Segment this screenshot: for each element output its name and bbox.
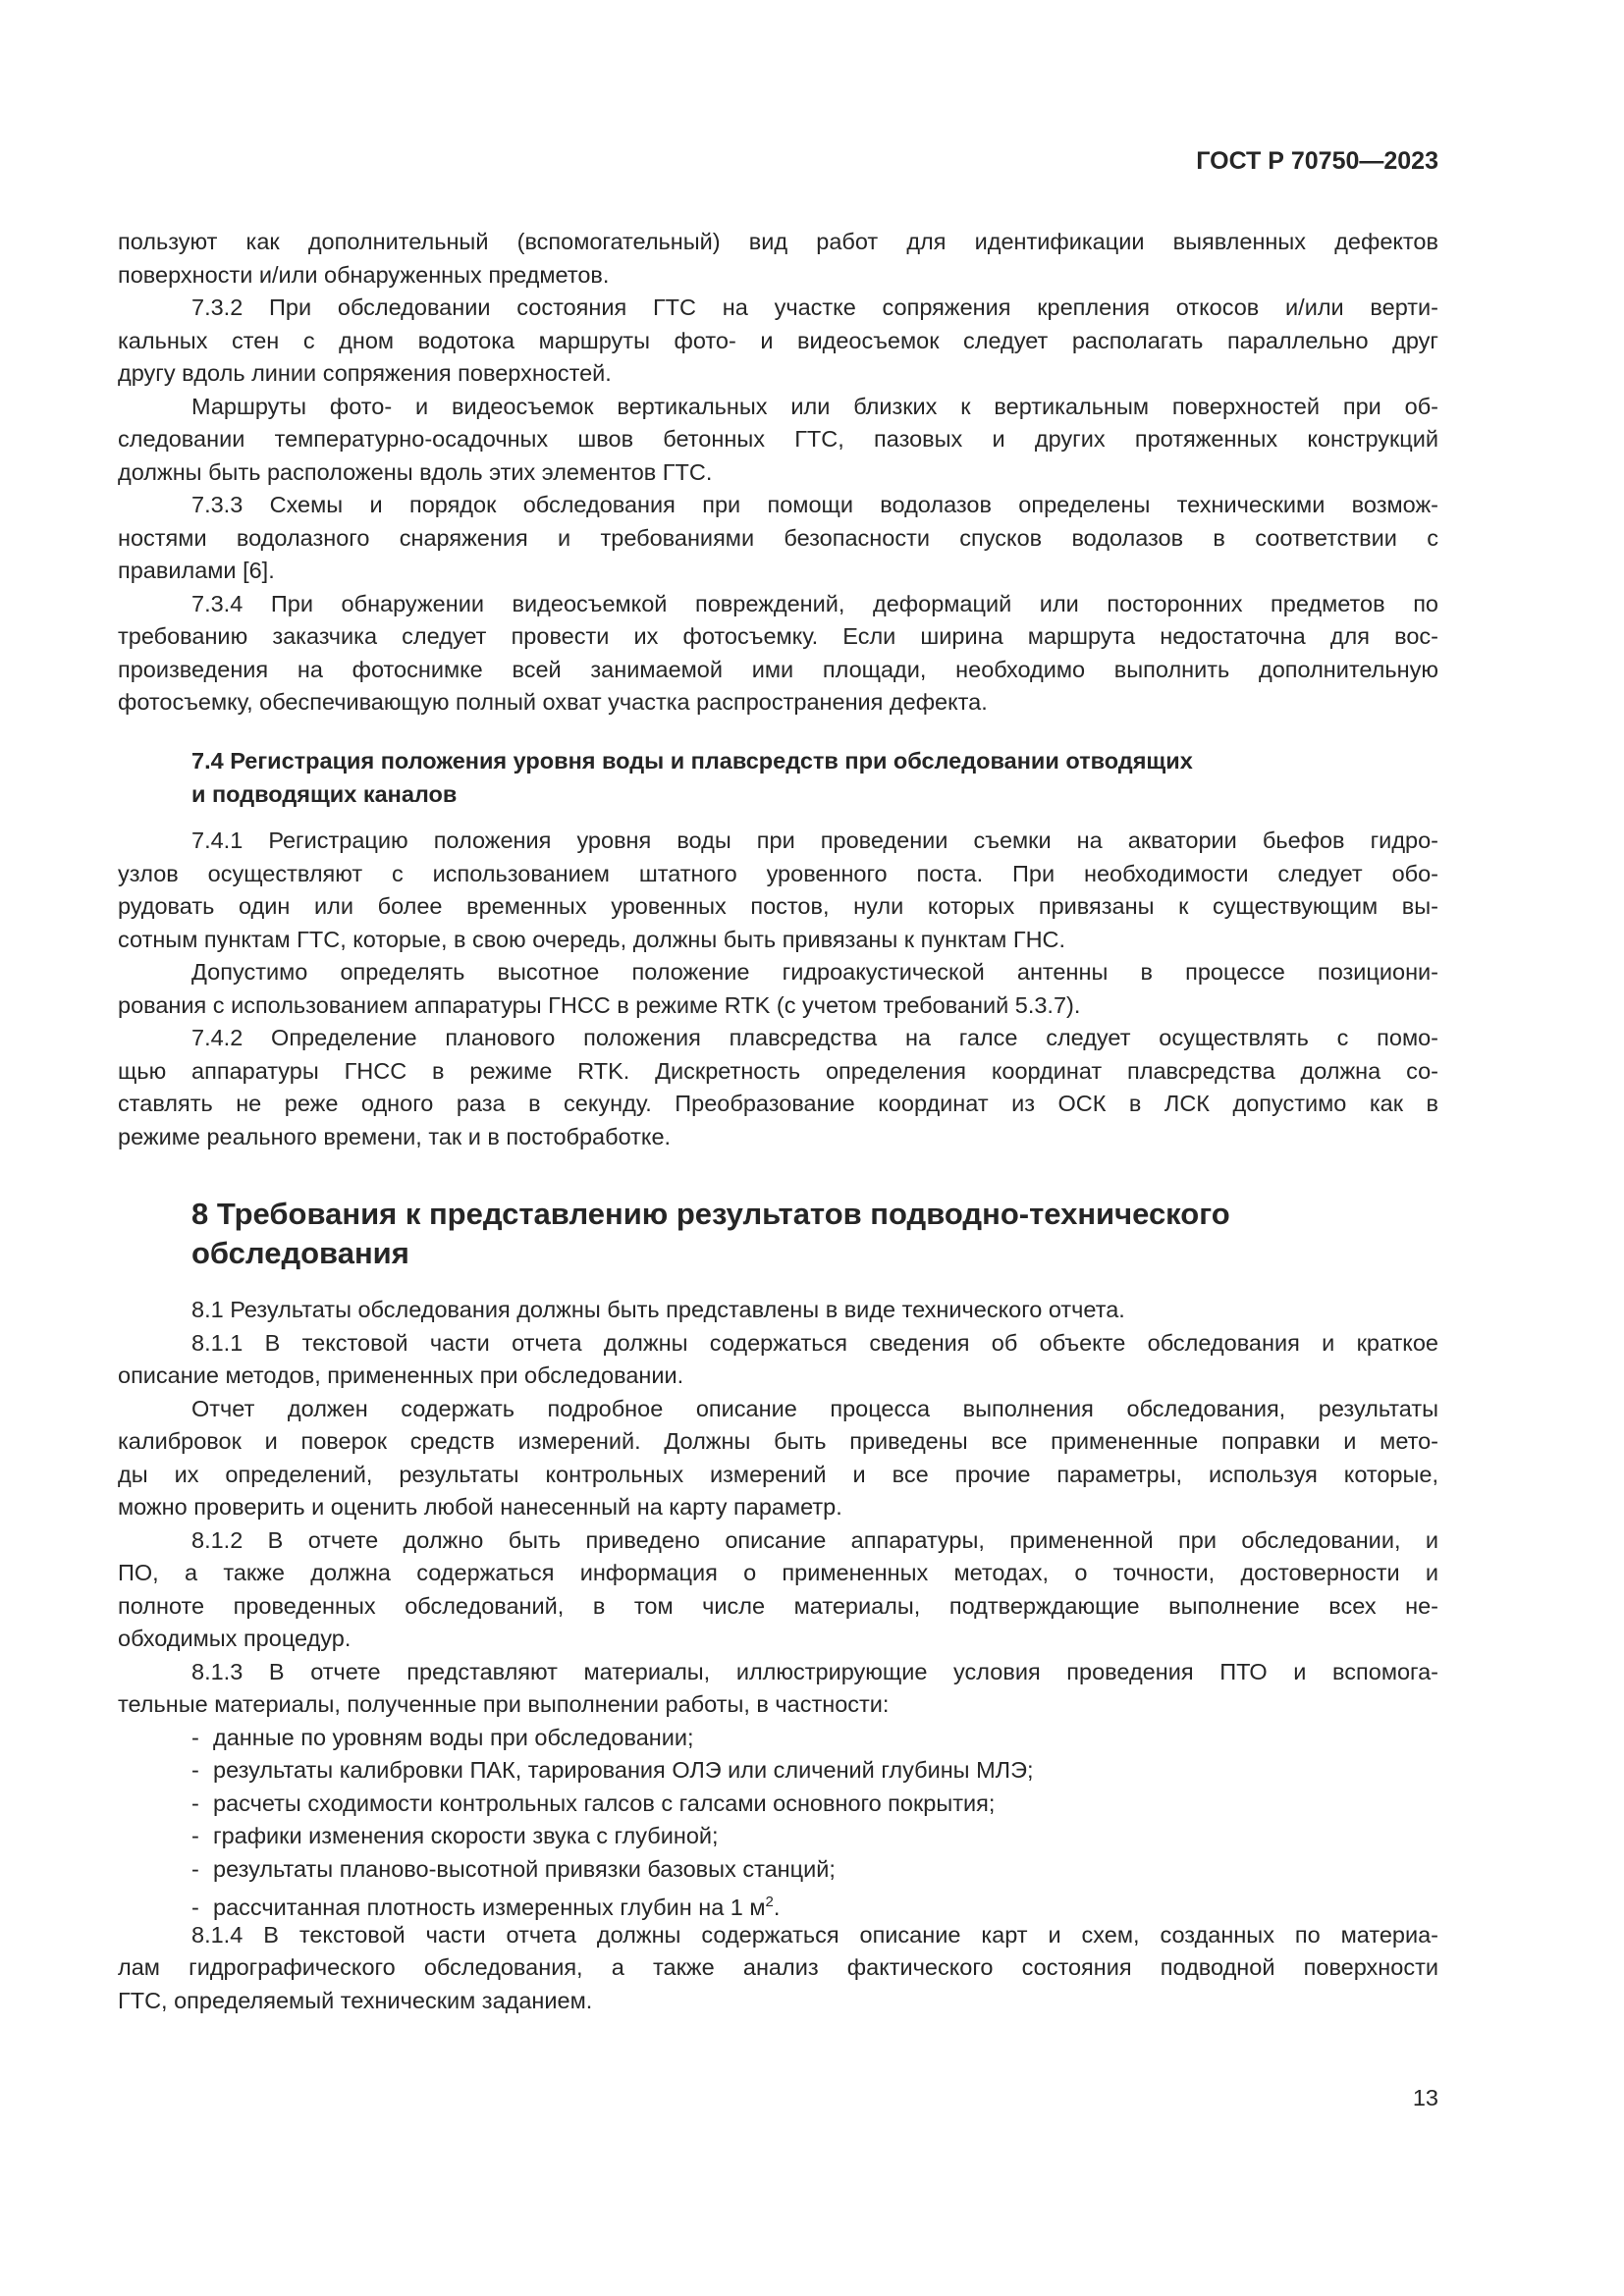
paragraph [118, 1294, 1438, 1327]
bullet-dash: - [191, 1789, 199, 1816]
paragraph [118, 489, 1438, 588]
paragraph [118, 1656, 1438, 1722]
text-line: Маршруты фото- и видеосъемок вертикальных или близких к вертикальным поверхностей при об- [191, 393, 1438, 419]
list-item-text: результаты планово-высотной привязки базовых станций; [213, 1855, 836, 1882]
heading-line: 7.4 Регистрация положения уровня воды и плавсредств при обследовании отводящих [191, 748, 1193, 774]
text-line: лам гидрографического обследования, а также анализ фактического состояния подводной поверхности [118, 1954, 1438, 1980]
paragraph [118, 588, 1438, 720]
text-line: 8.1.4 В текстовой части отчета должны содержаться описание карт и схем, созданных по материа- [191, 1921, 1438, 1948]
text-line: ды их определений, результаты контрольных измерений и все прочие параметры, используя которые, [118, 1461, 1438, 1487]
text-line: правилами [6]. [118, 558, 275, 583]
text-line: щью аппаратуры ГНСС в режиме RTK. Дискретность определения координат плавсредства должна со- [118, 1057, 1438, 1084]
paragraph [118, 825, 1438, 956]
list-item [118, 1853, 1438, 1887]
text-line: Отчет должен содержать подробное описание процесса выполнения обследования, результаты [191, 1395, 1438, 1421]
text-line: тельные материалы, полученные при выполнении работы, в частности: [118, 1691, 890, 1717]
text-line: калибровок и поверок средств измерений. Должны быть приведены все примененные поправки и мето- [118, 1428, 1438, 1454]
page-number: 13 [1412, 2085, 1438, 2110]
text-line: 8.1 Результаты обследования должны быть представлены в виде технического отчета. [191, 1297, 1125, 1322]
bullet-list [118, 1722, 1438, 1919]
text-line: узлов осуществляют с использованием штатного уровенного поста. При необходимости следует обо- [118, 860, 1438, 886]
punctuation: . [773, 1894, 781, 1920]
text-line: должны быть расположены вдоль этих элементов ГТС. [118, 458, 713, 485]
text-line: 7.4.2 Определение планового положения плавсредства на галсе следует осуществлять с помо- [191, 1025, 1438, 1050]
section-7-3-text [118, 226, 1438, 720]
text-line: ставлять не реже одного раза в секунду. Преобразование координат из ОСК в ЛСК допустимо как в [118, 1091, 1438, 1116]
bullet-dash: - [191, 1757, 199, 1783]
text-line: другу вдоль линии сопряжения поверхностей. [118, 360, 612, 386]
bullet-dash: - [191, 1855, 199, 1882]
section-8-text [118, 1294, 1438, 2017]
text-line: 8.1.2 В отчете должно быть приведено описание аппаратуры, примененной при обследовании, и [191, 1526, 1438, 1553]
text-line: следовании температурно-осадочных швов бетонных ГТС, пазовых и других протяженных конструкций [118, 426, 1438, 452]
document-header-id: ГОСТ Р 70750—2023 [1196, 147, 1438, 175]
text-line: требованию заказчика следует провести их фотосъемку. Если ширина маршрута недостаточна для вос- [118, 623, 1438, 649]
subsection-heading-7-4 [118, 745, 1438, 811]
text-line: рования с использованием аппаратуры ГНСС в режиме RTK (с учетом требований 5.3.7). [118, 991, 1081, 1018]
text-line: 7.3.3 Схемы и порядок обследования при помощи водолазов определены техническими возмож- [191, 492, 1438, 517]
paragraph [118, 391, 1438, 490]
superscript: 2 [765, 1894, 774, 1910]
text-line: поверхности и/или обнаруженных предметов. [118, 261, 610, 288]
text-line: 7.4.1 Регистрацию положения уровня воды при проведении съемки на акватории бьефов гидро- [191, 828, 1438, 853]
paragraph [118, 956, 1438, 1022]
text-line: рудовать один или более временных уровенных постов, нули которых привязаны к существующим вы- [118, 893, 1438, 919]
paragraph [118, 1919, 1438, 2018]
bullet-dash: - [191, 1894, 199, 1920]
list-item-text: расчеты сходимости контрольных галсов с галсами основного покрытия; [213, 1789, 996, 1816]
paragraph [118, 226, 1438, 292]
paragraph [118, 1022, 1438, 1153]
text-line: ГТС, определяемый техническим заданием. [118, 1987, 593, 2013]
list-item [118, 1820, 1438, 1853]
paragraph [118, 1327, 1438, 1393]
text-line: обходимых процедур. [118, 1626, 352, 1651]
text-line: описание методов, примененных при обследовании. [118, 1362, 684, 1388]
text-line: ПО, а также должна содержаться информация о примененных методах, о точности, достоверности и [118, 1560, 1438, 1585]
text-line: полноте проведенных обследований, в том числе материалы, подтверждающие выполнение всех не- [118, 1592, 1438, 1619]
text-line: 7.3.4 При обнаружении видеосъемкой повреждений, деформаций или посторонних предметов по [191, 590, 1438, 616]
heading-line: обследования [191, 1236, 409, 1270]
text-line: ностями водолазного снаряжения и требованиями безопасности спусков водолазов в соответствии с [118, 524, 1438, 551]
text-line: сотным пунктам ГТС, которые, в свою очередь, должны быть привязаны к пунктам ГНС. [118, 926, 1066, 952]
text-line: 7.3.2 При обследовании состояния ГТС на участке сопряжения крепления откосов и/или верти- [191, 294, 1438, 320]
section-heading-8 [118, 1195, 1438, 1273]
text-line: 8.1.1 В текстовой части отчета должны содержаться сведения об объекте обследования и краткое [191, 1329, 1438, 1356]
text-line: 8.1.3 В отчете представляют материалы, иллюстрирующие условия проведения ПТО и вспомога- [191, 1658, 1438, 1684]
text-line: Допустимо определять высотное положение гидроакустической антенны в процессе позициони- [191, 959, 1438, 985]
bullet-dash: - [191, 1823, 199, 1848]
list-item [118, 1754, 1438, 1788]
text-line: можно проверить и оценить любой нанесенный на карту параметр. [118, 1494, 842, 1520]
list-item-text: рассчитанная плотность измеренных глубин на 1 м [213, 1894, 766, 1920]
list-item-text: данные по уровням воды при обследовании; [213, 1724, 694, 1750]
heading-line: 8 Требования к представлению результатов подводно-технического [191, 1197, 1230, 1231]
text-line: кальных стен с дном водотока маршруты фото- и видеосъемок следует располагать параллельно друг [118, 327, 1438, 353]
list-item [118, 1788, 1438, 1821]
paragraph [118, 1524, 1438, 1656]
text-line: произведения на фотоснимке всей занимаемой ими площади, необходимо выполнить дополнительную [118, 656, 1438, 682]
list-item [118, 1722, 1438, 1755]
heading-line: и подводящих каналов [191, 780, 458, 807]
list-item-text: результаты калибровки ПАК, тарирования ОЛЭ или сличений глубины МЛЭ; [213, 1757, 1034, 1783]
bullet-dash: - [191, 1724, 199, 1750]
paragraph [118, 292, 1438, 391]
text-line: пользуют как дополнительный (вспомогательный) вид работ для идентификации выявленных дефектов [118, 229, 1438, 254]
text-line: режиме реального времени, так и в постобработке. [118, 1123, 672, 1149]
text-line: фотосъемку, обеспечивающую полный охват участка распространения дефекта. [118, 689, 988, 715]
paragraph [118, 1393, 1438, 1524]
list-item-text: графики изменения скорости звука с глубиной; [213, 1823, 719, 1848]
list-item [118, 1886, 1438, 1919]
section-7-4-text [118, 825, 1438, 1153]
